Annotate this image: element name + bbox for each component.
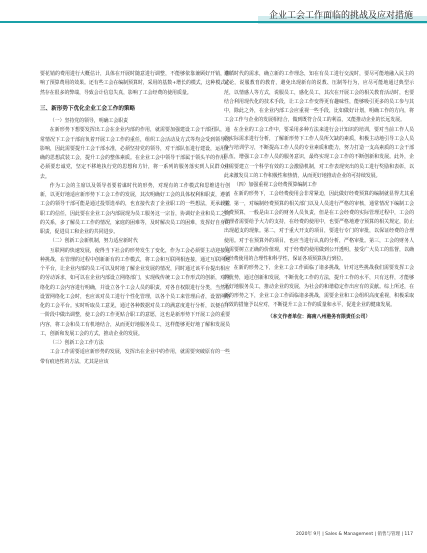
page-footer: 2020年 9月 | Sales & Management | 销售与管理 | 117 [296,532,413,537]
body-paragraph: 在新的形势下，工会经费使用会非常紧迫，因此做好经费预算的编制就显得尤其重要。第一，对编制经费预算的相关部门以及人员进行严格的审核，通常情况下编制工会经费预算，一般是由工会的财务人员负责，但是在工会经费的实际管理过程中，工会的管理者需要给予大力的支持，在经费的使用中，也要严格地遵守预算的相关规定，防止出现超支的现象。第二，对于重大开支的项目，要进行专门的审批，以保证经费的合理使用。对于在预算外的项目，也应当进行认真的分析，严格审批。第三，工会的财务人员需要树立正确的价值观，对于经费的使用做到公开透明，接受广大员工的监督，以确保经费使用的合理性和科学性，保证各项预算执行到位。 [224,191,414,262]
subsection-heading: （一）坚持党的领导，明确工会职责 [49,118,129,124]
subsection-heading: （二）创新工会新机制，努力适应新时代 [49,238,138,245]
body-paragraph: 在新形势下想要发挥出工会在企业内部的作用，就需要加强建设工会干部团队，通常情况下工会干部肩负着开展工会工作的重任，组织工会活动及方式等均会受到领导的影响，因此需要提升工会干部水准，必须坚持党的领导，对干部队伍进行建设，运用正确的思想武装工会，提升工会的整体素质。在企业工会中领导干部属于领头羊的作用，必须要忠诚党，坚定不移地执行党的思想和方针，将一系列的服务落实到人民群众中去。 [40,127,230,180]
body-paragraph: 在企业的工会工作中，要采用多种方法来进行会计知识的培训，要对当前工作人员的实际需求进行分析，了解新形势下工作人员所欠缺的素质，积极主动地引导工会人员参与培训学习，不断提高工作人员的专业素质和能力，努力打造一支高素质的工会干部队伍，增强工会工作人员的服务意识，最终实现工会工作的不断创新和发展。此外，企业需要建立一个科学有效的工会激励机制，对工作表现突出的员工进行奖励和表彰，以此来激发员工的工作积极性和热情，从而更好地推动企业的可持续发展。 [224,126,414,179]
author-affiliation: （本文作者单位：海南八州港务有限责任公司） [267,313,371,320]
header-rule [0,21,427,23]
left-text-column [40,70,230,367]
page-header [0,0,427,40]
body-paragraph: 工会工作需要适应新形势的发展，发挥出在企业中的作用，就需要突破原有的一些带有痕迹性的方法，尤其是应该 [40,349,230,365]
body-paragraph: 要花销的费用进行大概估计，具体在开展时随意进行调整，不能够依靠兼顾好开销，影响了预算费用的效果。还有些工会在编制预算时，采用的基数+增长的模式，这种模式必然存在很多的弊端，导致会计信息失真，影响了工会经费的使用质量。 [40,71,230,96]
body-paragraph: 在新的形势之下，企业工会工作面临了诸多挑战，针对这些挑战我们需要发挥工会的优势，通过创新和发展，不断优化工作的方法，提升工作的水平，只有这样，才能够更好地服务员工，推动企业的发展，为社会的和谐稳定作出应有的贡献。综上所述，在新的形势之下，企业工会工作面临诸多挑战，需要企业和工会组织高度重视，积极采取有效的措施予以应对，不断提升工会工作的质量和水平，促进企业的健康发展。 [224,265,414,309]
body-paragraph: 作为工会的主席以及领导者要着谋时代的形势，对现有的工作模式和思维进行创新，以更好地适应新形势下工会工作的发展，其次明确好工会的具体权利和职责，遵循工会的领导干部可能是通过投票选举的，也直接代表了企业职工的一些想法，更承载着职工的信任，因此要在企业工会内部展现为员工服务这一宗旨，协调好企业和员工之间的关系，多了解员工工作的情况，家庭的困难等，及时解决员工的困难，发挥好自身的职责，促进员工和企业的共同进步。 [40,182,230,235]
subsection-heading: （三）创新工会工作方法 [49,340,104,346]
section-heading: 三、新形势下优化企业工会工作的策略 [40,105,136,112]
body-paragraph: 遵循时代的需求，确立新的工作理念，知在有员工进行交流时，要尽可能地融入民主的讨论，说服教育的教育，避免出现新有的说教、压制等行为，应尽可能地通过典型示范，以情感人等方式，说服员工，感化员工，其次在开展工会的相关教育活动时，也要结合利用现代化的技术手段，让工会工作变得更有趣味性，能够吸引更多的员工参与其中，除此之外，在企业内部工会应重视一些手段，比如做好计划，明确工作的方向，将工会工作与企业的发展相结合，做到既符合员工的利益，又能推动企业的长远发展。 [224,71,414,124]
body-paragraph: 互联网的快速发展，使得当下社会的形势发生了变化，作为工会必须要主动迎接这种挑战，在管理的过程中创新新有的工作模式，将工会和互联网相连接，通过互联网这个平台，让企业内部的员工可以及时地了解企业发展的情况，同时通过该平台提出相应的劳动诉求，如可以在企业内部设立网络部门，实现线传统工会工作形式的创新，对网络化的工会内容进行明确，并设立各个工会人员的职责，对各自权限进行分类，当然在设置网络化工会时，也应该对员工进行个性化管理，以各个员工来管理后者，设置网络化的工会平台。实时听取员工意见，通过各种数据对员工的满意度进行分析，以便在下一阶段中做出调整，使工会的工作更贴合职工的意愿，这也是新形势下开展工会的重要内容，将工会和员工有机地结合，从而更好地服务员工，这样能够更好地了解和发展员工，创新和发展工会的方式，推动企业的发展。 [40,247,230,337]
right-text-column [224,70,414,322]
subsection-heading: （四）加强重视工会经费预算编制工作 [233,182,317,188]
running-header-title: 企业工会工作面临的挑战及应对措施 [268,11,413,21]
